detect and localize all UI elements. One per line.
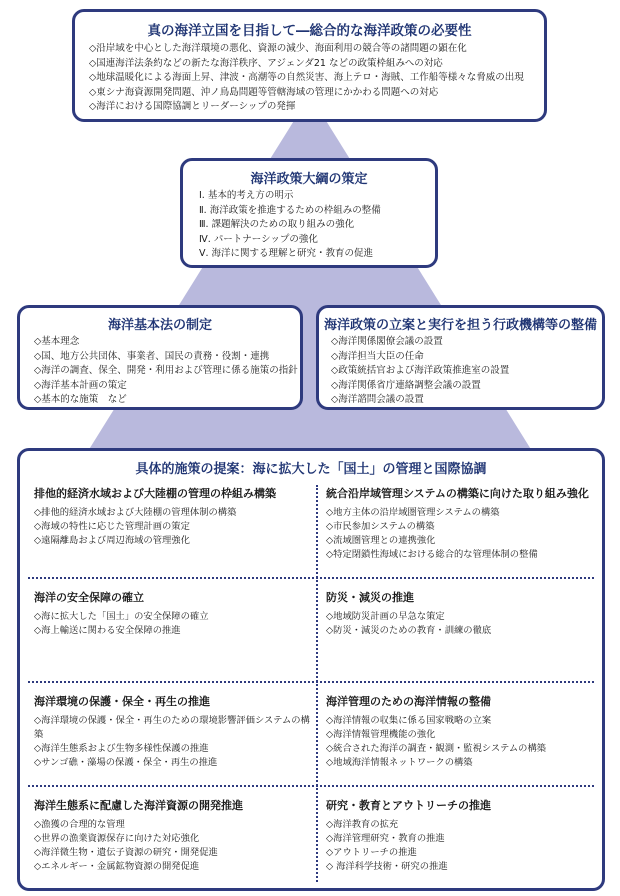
necessity-item: ◇国連海洋法条約などの新たな海洋秩序、アジェンダ21 などの政策枠組みへの対応 (89, 57, 443, 69)
row-divider (28, 785, 594, 787)
section-item: ◇サンゴ礁・藻場の保護・保全・再生の推進 (34, 757, 218, 768)
section-item: ◇地域海洋情報ネットワークの構築 (326, 757, 473, 768)
basic-law-item: ◇海洋の調査、保全、開発・利用および管理に係る施策の指針 (34, 365, 298, 376)
section-item: ◇海に拡大した「国土」の安全保障の確立 (34, 611, 209, 622)
section-title: 海洋管理のための海洋情報の整備 (326, 695, 491, 708)
administrative-title: 海洋政策の立案と実行を担う行政機構等の整備 (323, 318, 597, 333)
policy-outline-item: Ⅱ. 海洋政策を推進するための枠組みの整備 (199, 204, 381, 216)
section-item: ◇海洋管理研究・教育の推進 (326, 833, 445, 844)
necessity-list (75, 42, 544, 115)
section-title: 海洋生態系に配慮した海洋資源の開発推進 (34, 799, 243, 812)
section-item: ◇海洋環境の保護・保全・再生のための環境影響評価システムの構築 (34, 715, 310, 740)
administrative-item: ◇海洋関係省庁連絡調整会議の設置 (331, 379, 481, 391)
section-title: 海洋の安全保障の確立 (34, 591, 144, 604)
policy-outline-box (180, 158, 438, 268)
measure-section-coastal (326, 485, 602, 562)
administrative-item: ◇政策統括官および海洋政策推進室の設置 (331, 365, 510, 376)
policy-outline-title: 海洋政策大綱の策定 (250, 172, 368, 187)
section-item: ◇海洋情報管理機能の強化 (326, 729, 436, 740)
basic-law-title: 海洋基本法の制定 (107, 318, 212, 333)
section-item: ◇エネルギー・金属鉱物資源の開発促進 (34, 861, 200, 872)
policy-outline-item: Ⅰ. 基本的考え方の明示 (199, 190, 294, 201)
section-item: ◇地域防災計画の早急な策定 (326, 611, 445, 622)
section-title: 防災・減災の推進 (326, 591, 414, 604)
section-item: ◇アウトリーチの推進 (326, 847, 417, 858)
necessity-box (72, 9, 547, 122)
necessity-item: ◇沿岸域を中心とした海洋環境の悪化、資源の減少、海面利用の競合等の諸問題の顕在化 (89, 43, 467, 54)
row-divider (28, 681, 594, 683)
section-item: ◇海洋情報の収集に係る国家戦略の立案 (326, 715, 492, 726)
measures-box (17, 448, 605, 891)
section-title: 海洋環境の保護・保全・再生の推進 (34, 695, 210, 708)
section-item: ◇遠隔離島および周辺海域の管理強化 (34, 535, 190, 546)
column-divider (316, 485, 318, 882)
section-item: ◇海洋教育の拡充 (326, 819, 399, 830)
section-item: ◇流域圏管理との連携強化 (326, 535, 436, 546)
basic-law-item: ◇海洋基本計画の策定 (34, 379, 127, 391)
section-title: 排他的経済水域および大陸棚の管理の枠組み構築 (34, 487, 276, 500)
section-item: ◇統合された海洋の調査・観測・監視システムの構築 (326, 743, 547, 754)
section-item: ◇防災・減災のための教育・訓練の徹底 (326, 625, 492, 636)
section-item: ◇海上輸送に関わる安全保障の推進 (34, 625, 181, 636)
section-title: 研究・教育とアウトリーチの推進 (326, 799, 491, 812)
policy-outline-item: Ⅴ. 海洋に関する理解と研究・教育の促進 (199, 248, 374, 259)
section-item: ◇世界の漁業資源保存に向けた対応強化 (34, 833, 200, 844)
section-item: ◇市民参加システムの構築 (326, 521, 435, 532)
policy-outline-item: Ⅳ. パートナーシップの強化 (199, 233, 318, 245)
basic-law-item: ◇基本理念 (34, 336, 80, 347)
measure-section-environment (34, 693, 310, 770)
measure-section-information (326, 693, 602, 770)
necessity-item: ◇東シナ海資源開発問題、沖ノ鳥島問題等管轄海域の管理にかかわる問題への対応 (89, 86, 439, 98)
row-divider (28, 577, 594, 579)
section-title: 統合沿岸域管理システムの構築に向けた取り組み強化 (326, 487, 589, 500)
basic-law-item: ◇国、地方公共団体、事業者、国民の責務・役割・連携 (34, 350, 270, 362)
measure-section-disaster (326, 589, 602, 638)
administrative-item: ◇海洋諮問会議の設置 (331, 394, 424, 405)
necessity-item: ◇海洋における国際協調とリーダーシップの発揮 (89, 101, 296, 112)
section-item: ◇海洋微生物・遺伝子資源の研究・開発促進 (34, 847, 218, 858)
necessity-item: ◇地球温暖化による海面上昇、津波・高潮等の自然災害、海上テロ・海賊、工作船等様々な脅威の出現 (89, 72, 524, 83)
section-item: ◇地方主体の沿岸域圏管理システムの構築 (326, 507, 500, 518)
section-item: ◇ 海洋科学技術・研究の推進 (326, 861, 448, 872)
section-item: ◇海洋生態系および生物多様性保護の推進 (34, 743, 209, 754)
policy-outline-list (183, 189, 435, 262)
measures-title: 具体的施策の提案：海に拡大した「国土」の管理と国際協調 (135, 462, 487, 477)
basic-law-box (17, 305, 303, 410)
administrative-item: ◇海洋担当大臣の任命 (331, 350, 424, 362)
basic-law-item: ◇基本的な施策 など (34, 394, 127, 405)
measure-section-security (34, 589, 310, 638)
measure-section-eez (34, 485, 310, 548)
section-item: ◇漁獲の合理的な管理 (34, 819, 125, 830)
necessity-title: 真の海洋立国を目指して―総合的な海洋政策の必要性 (147, 23, 472, 39)
administrative-item: ◇海洋関係閣僚会議の設置 (331, 336, 443, 347)
administrative-box (316, 305, 605, 410)
section-item: ◇排他的経済水域および大陸棚の管理体制の構築 (34, 507, 237, 518)
administrative-list (319, 335, 602, 408)
measure-section-research (326, 797, 602, 874)
policy-outline-item: Ⅲ. 課題解決のための取り組みの強化 (199, 219, 355, 230)
section-item: ◇特定閉鎖性海域における総合的な管理体制の整備 (326, 549, 538, 560)
section-item: ◇海域の特性に応じた管理計画の策定 (34, 521, 190, 532)
basic-law-list (20, 335, 300, 408)
measures-grid (28, 485, 594, 882)
measure-section-resources (34, 797, 310, 874)
